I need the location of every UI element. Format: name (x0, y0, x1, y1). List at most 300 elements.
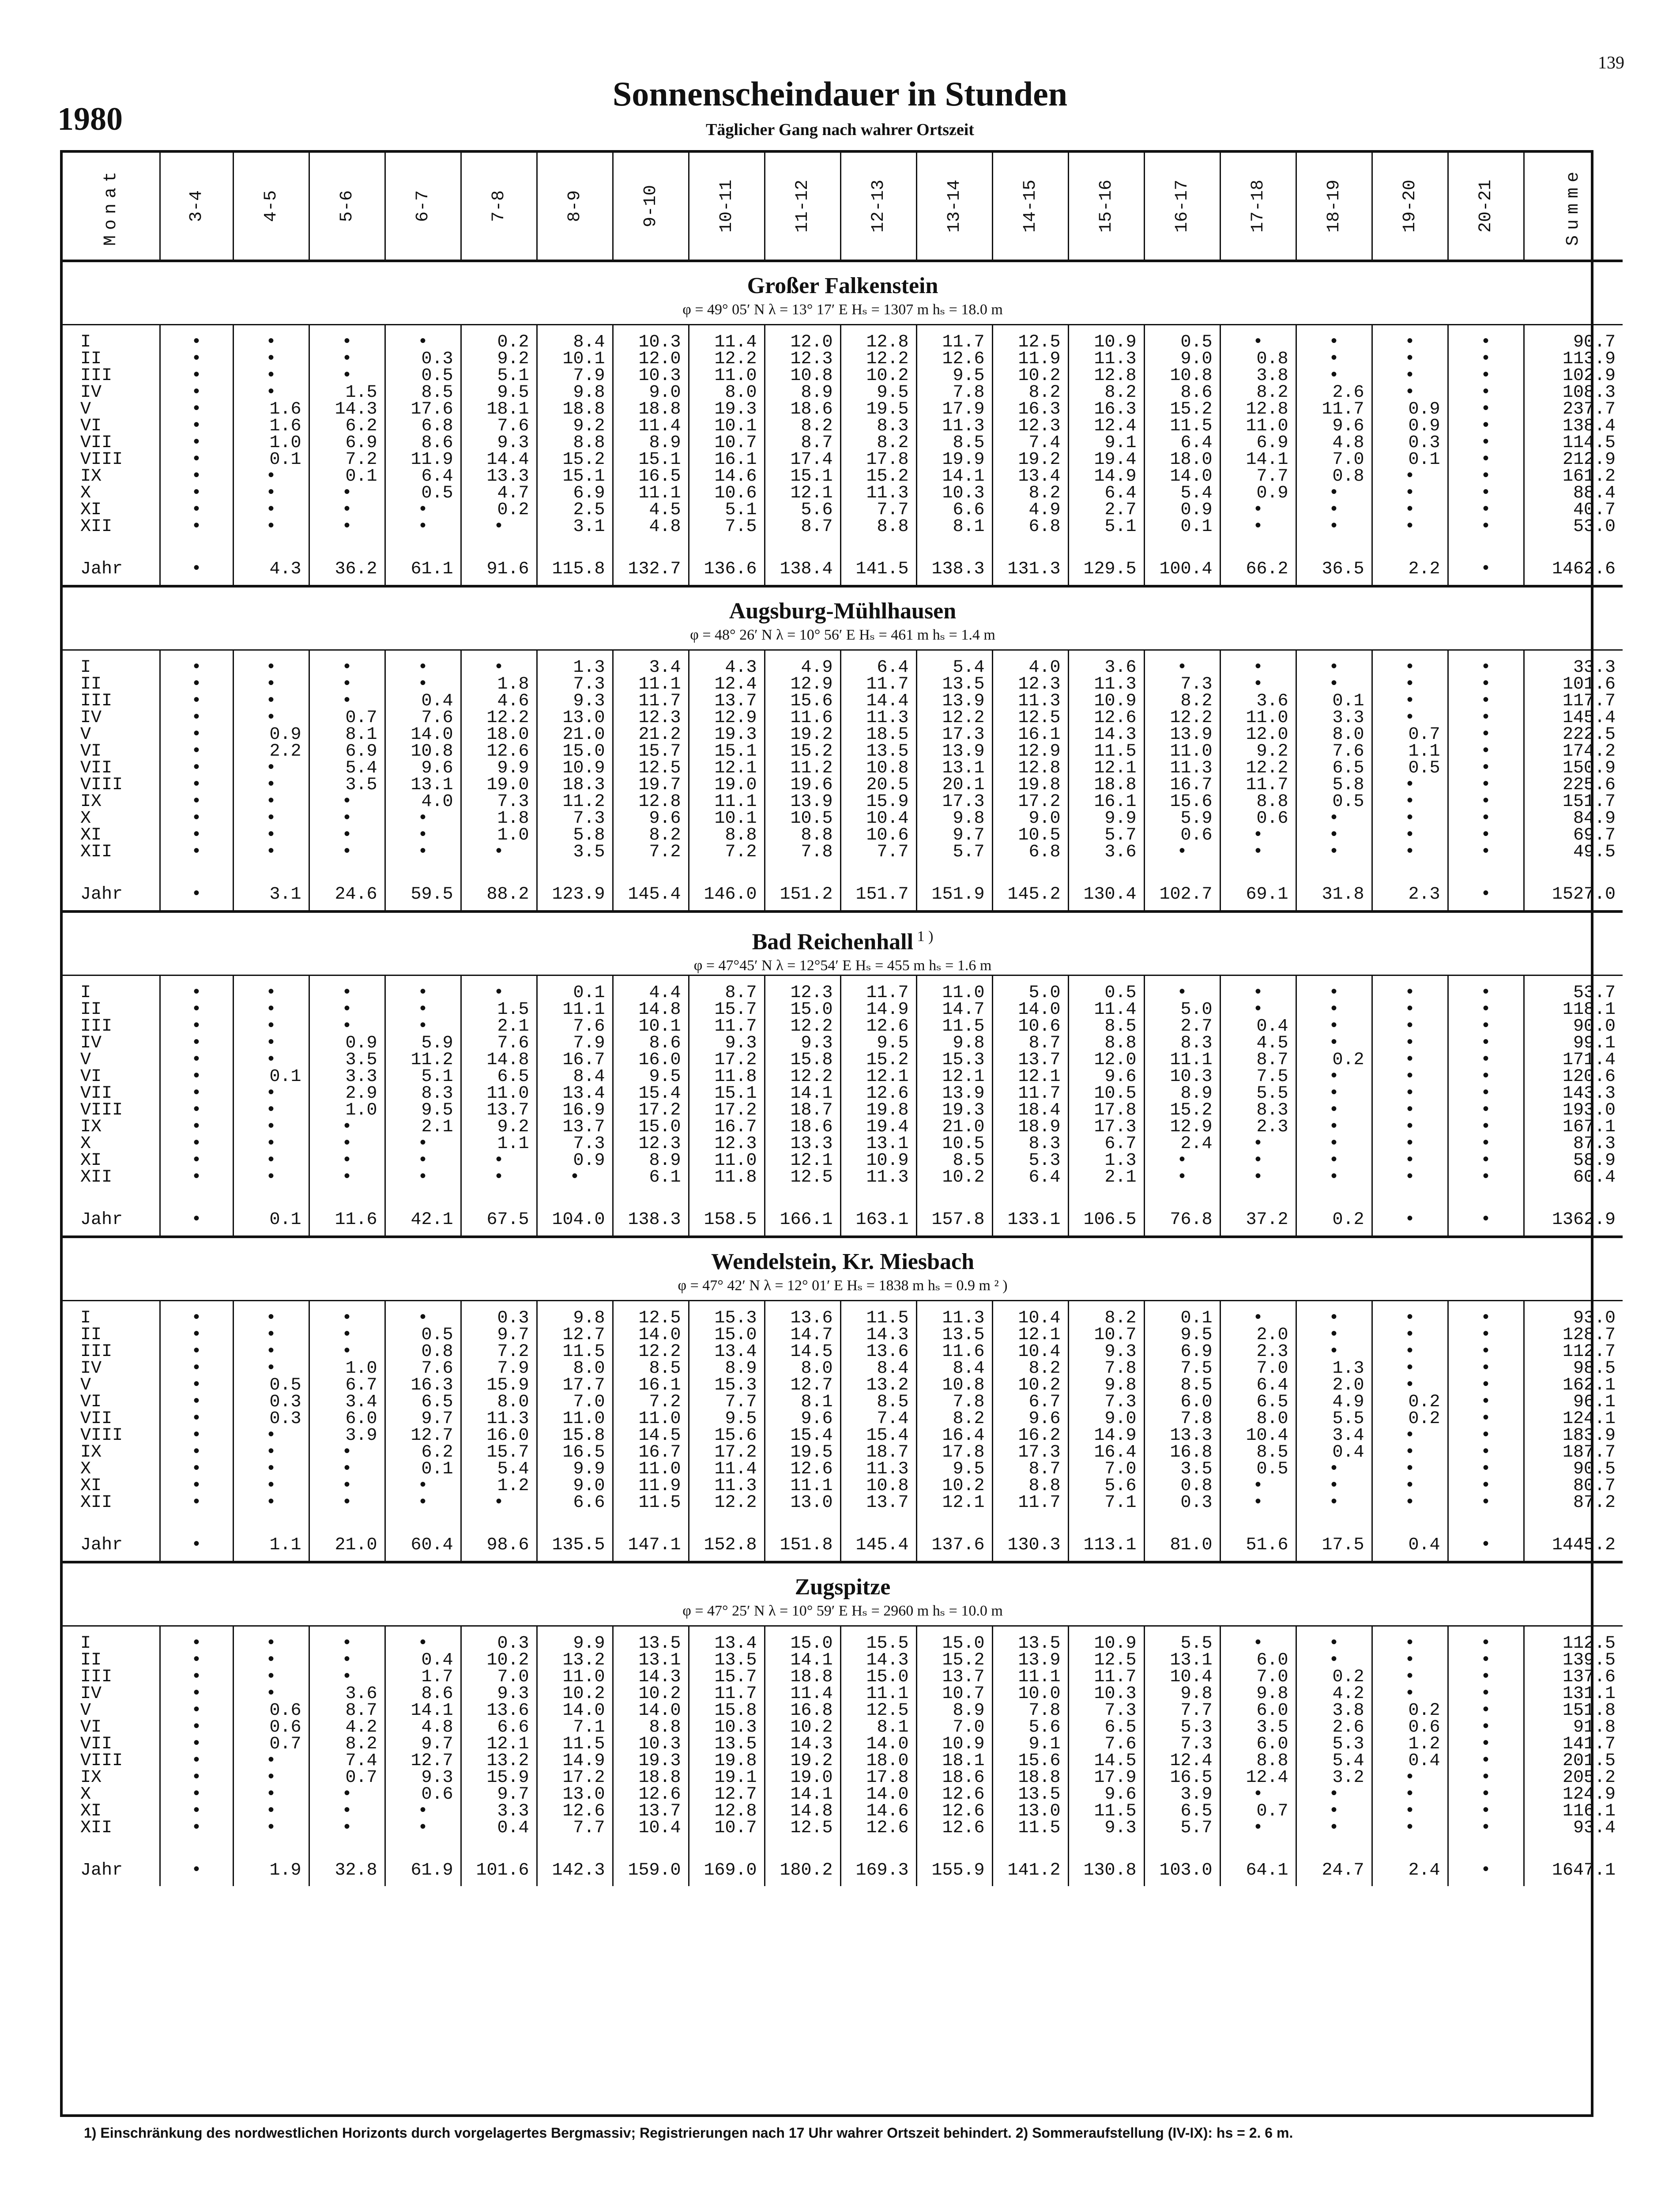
table-cell: 11.1 (537, 1002, 613, 1018)
table-row (63, 1444, 1623, 1461)
table-cell: 0.2 (1372, 1394, 1448, 1411)
table-cell: 15.8 (765, 1052, 840, 1069)
table-cell: 6.4 (992, 1169, 1068, 1186)
table-cell: 1.6 (233, 418, 309, 435)
table-cell: 0.4 (1296, 1444, 1372, 1461)
month-label: III (63, 1344, 160, 1360)
table-cell: • (1448, 351, 1524, 368)
table-cell: 12.1 (689, 760, 765, 777)
table-cell: • (1144, 844, 1220, 861)
table-cell: 12.5 (840, 1702, 916, 1719)
table-cell: 19.0 (461, 777, 537, 794)
table-cell: 131.1 (1562, 1684, 1616, 1704)
table-cell: 9.2 (461, 351, 537, 368)
table-cell: 16.8 (1144, 1444, 1220, 1461)
table-cell: 11.9 (385, 452, 461, 468)
table-row (63, 1652, 1623, 1669)
table-cell: • (1448, 1820, 1524, 1837)
table-cell: • (1296, 1002, 1372, 1018)
table-cell: 4.0 (385, 794, 461, 810)
table-cell: 133.1 (992, 1186, 1068, 1237)
table-cell: • (309, 650, 385, 677)
table-cell: 9.6 (992, 1411, 1068, 1427)
table-row (63, 676, 1623, 693)
table-cell: • (1372, 485, 1448, 502)
table-row (63, 975, 1623, 1002)
month-label: XII (63, 844, 160, 861)
table-cell: 11.2 (385, 1052, 461, 1069)
table-cell: 3.4 (613, 650, 689, 677)
table-cell: 12.1 (840, 1069, 916, 1085)
column-header (1296, 153, 1372, 261)
table-cell: 174.2 (1562, 742, 1616, 761)
table-cell: • (1296, 1119, 1372, 1136)
table-cell: • (1448, 485, 1524, 502)
table-row (63, 502, 1623, 519)
table-cell: • (385, 1136, 461, 1152)
table-cell: • (160, 351, 233, 368)
table-cell: 8.5 (1144, 1377, 1220, 1394)
table-row (63, 1002, 1623, 1018)
table-cell: • (1448, 1069, 1524, 1085)
table-cell: • (1448, 1495, 1524, 1511)
table-cell: 12.1 (765, 1152, 840, 1169)
table-cell: 0.6 (233, 1702, 309, 1719)
table-cell: 11.1 (765, 1478, 840, 1495)
column-header (309, 153, 385, 261)
table-cell: • (1220, 1169, 1296, 1186)
table-cell: 147.1 (613, 1511, 689, 1562)
table-cell: 15.8 (537, 1427, 613, 1444)
table-row (63, 1394, 1623, 1411)
table-row (63, 1495, 1623, 1511)
page-subtitle: Täglicher Gang nach wahrer Ortszeit (706, 121, 974, 139)
table-cell: 90.5 (1573, 1459, 1616, 1480)
station-header-row (63, 1562, 1623, 1626)
table-row (63, 1018, 1623, 1035)
table-cell: 4.9 (992, 502, 1068, 519)
table-cell: 138.4 (1562, 416, 1616, 436)
table-cell: • (385, 1495, 461, 1511)
table-cell: 14.8 (461, 1052, 537, 1069)
table-cell: 0.3 (385, 351, 461, 368)
table-cell: • (1448, 794, 1524, 810)
table-cell: 10.7 (916, 1686, 992, 1702)
table-cell: • (385, 1169, 461, 1186)
table-cell: • (461, 519, 537, 535)
table-cell: • (233, 1820, 309, 1837)
table-cell: 6.4 (385, 468, 461, 485)
table-cell: • (385, 975, 461, 1002)
table-cell: 12.4 (1144, 1753, 1220, 1770)
table-cell: • (1372, 1377, 1448, 1394)
table-cell: 6.7 (992, 1394, 1068, 1411)
table-cell: 14.7 (916, 1002, 992, 1018)
column-header-label: 15-16 (1096, 179, 1116, 233)
table-cell: 18.8 (992, 1770, 1068, 1786)
table-cell: 0.2 (461, 502, 537, 519)
table-cell: • (1220, 1002, 1296, 1018)
table-cell: 13.0 (537, 710, 613, 727)
table-cell: 10.3 (1144, 1069, 1220, 1085)
table-cell: 10.9 (537, 760, 613, 777)
table-cell: 8.8 (537, 435, 613, 452)
table-cell: • (1448, 861, 1524, 911)
table-row (63, 1136, 1623, 1152)
table-cell: • (385, 519, 461, 535)
table-cell: • (233, 1152, 309, 1169)
table-cell: • (1448, 1152, 1524, 1169)
table-cell: 98.6 (461, 1511, 537, 1562)
table-cell: 6.2 (309, 418, 385, 435)
table-cell: 16.5 (613, 468, 689, 485)
table-cell: 3.6 (1068, 844, 1144, 861)
table-cell: • (1372, 676, 1448, 693)
table-cell: • (1448, 502, 1524, 519)
table-cell: • (1296, 1085, 1372, 1102)
table-cell: 10.4 (992, 1301, 1068, 1327)
table-cell: 1.3 (537, 650, 613, 677)
table-cell: • (233, 351, 309, 368)
table-cell: 9.5 (461, 384, 537, 401)
table-cell: 9.6 (1296, 418, 1372, 435)
table-cell: 3.4 (309, 1394, 385, 1411)
table-cell: 9.3 (1068, 1820, 1144, 1837)
table-cell: 0.1 (1144, 1301, 1220, 1327)
table-cell: • (233, 485, 309, 502)
station-header (63, 1562, 1623, 1626)
month-label: VIII (63, 777, 160, 794)
table-cell: • (1220, 1136, 1296, 1152)
table-cell: 16.8 (765, 1702, 840, 1719)
table-cell: 24.7 (1296, 1837, 1372, 1886)
table-cell: • (1220, 1495, 1296, 1511)
table-cell: 9.7 (916, 827, 992, 844)
table-cell: 12.2 (765, 1069, 840, 1085)
month-label: IV (63, 1360, 160, 1377)
table-cell: 11.0 (537, 1411, 613, 1427)
table-cell: 16.7 (689, 1119, 765, 1136)
month-label: IX (63, 1119, 160, 1136)
table-cell: 12.6 (840, 1018, 916, 1035)
table-cell: 76.8 (1144, 1186, 1220, 1237)
table-cell: 7.0 (1220, 1669, 1296, 1686)
month-label: XI (63, 502, 160, 519)
table-cell: 5.4 (1144, 485, 1220, 502)
table-cell: 103.0 (1144, 1837, 1220, 1886)
station-coordinates: φ = 48° 26′ N λ = 10° 56′ E Hₛ = 461 m hₛ = 1.4 m (690, 627, 995, 643)
year-total-row (63, 1511, 1623, 1562)
table-cell: 2.5 (537, 502, 613, 519)
table-cell: 11.0 (689, 368, 765, 384)
table-cell: • (160, 975, 233, 1002)
table-cell: • (1372, 1169, 1448, 1186)
table-cell: • (1448, 1626, 1524, 1653)
column-header-label: 19-20 (1400, 179, 1420, 233)
column-header (1144, 153, 1220, 261)
table-cell: 3.3 (309, 1069, 385, 1085)
table-cell: 15.7 (461, 1444, 537, 1461)
table-cell: 0.1 (233, 1069, 309, 1085)
table-cell: 5.9 (385, 1035, 461, 1052)
table-cell: • (1372, 1770, 1448, 1786)
table-cell: 142.3 (537, 1837, 613, 1886)
table-cell: 143.3 (1562, 1084, 1616, 1104)
table-cell: 8.1 (840, 1719, 916, 1736)
table-row (63, 435, 1623, 452)
table-cell: 19.6 (765, 777, 840, 794)
month-label: XI (63, 827, 160, 844)
table-cell: 1.7 (385, 1669, 461, 1686)
table-cell: • (309, 1444, 385, 1461)
table-cell: 162.1 (1562, 1375, 1616, 1396)
table-cell: 145.4 (1562, 708, 1616, 728)
table-cell: 8.5 (840, 1394, 916, 1411)
table-cell: 16.5 (537, 1444, 613, 1461)
table-cell: 18.6 (765, 401, 840, 418)
table-cell: 19.2 (992, 452, 1068, 468)
table-cell: 3.5 (309, 1052, 385, 1069)
table-cell: 53.7 (1573, 983, 1616, 1003)
table-cell: 8.8 (689, 827, 765, 844)
table-cell: • (1372, 1626, 1448, 1653)
table-cell: 0.8 (1296, 468, 1372, 485)
table-cell: 8.7 (765, 519, 840, 535)
table-row (63, 519, 1623, 535)
table-cell: 0.1 (1296, 693, 1372, 710)
table-cell: 0.3 (1372, 435, 1448, 452)
table-cell: • (1296, 1018, 1372, 1035)
table-cell: • (160, 418, 233, 435)
table-cell: 2.1 (385, 1119, 461, 1136)
table-cell: 91.8 (1573, 1717, 1616, 1738)
table-cell: 0.1 (233, 1186, 309, 1237)
station-name (63, 588, 1623, 625)
table-cell: • (1372, 1427, 1448, 1444)
table-cell: • (309, 485, 385, 502)
table-cell: 10.3 (613, 1736, 689, 1753)
table-cell: 36.2 (309, 535, 385, 586)
table-cell: 1462.6 (1524, 535, 1623, 586)
table-row (63, 384, 1623, 401)
table-cell: 11.2 (537, 794, 613, 810)
table-cell: 17.3 (1068, 1119, 1144, 1136)
table-cell: 17.2 (689, 1102, 765, 1119)
table-cell: 10.9 (916, 1736, 992, 1753)
table-cell: • (309, 693, 385, 710)
table-cell: 8.7 (992, 1035, 1068, 1052)
column-header (385, 153, 461, 261)
table-row (63, 1085, 1623, 1102)
table-cell: 9.5 (689, 1411, 765, 1427)
table-cell: 17.7 (537, 1377, 613, 1394)
table-cell: • (385, 844, 461, 861)
table-cell: • (160, 1427, 233, 1444)
table-cell: • (309, 519, 385, 535)
table-cell: 12.8 (840, 325, 916, 351)
table-cell: • (160, 1495, 233, 1511)
table-cell: 13.5 (916, 676, 992, 693)
table-cell: • (160, 485, 233, 502)
table-cell: • (1448, 1461, 1524, 1478)
table-cell: 10.8 (840, 760, 916, 777)
column-header (537, 153, 613, 261)
table-cell: • (1448, 368, 1524, 384)
table-cell: • (233, 1770, 309, 1786)
month-label: XII (63, 1169, 160, 1186)
table-cell: • (1296, 1652, 1372, 1669)
table-cell: • (1372, 794, 1448, 810)
table-cell: 1.2 (1372, 1736, 1448, 1753)
table-cell: • (309, 1136, 385, 1152)
table-cell: • (160, 1803, 233, 1820)
table-cell: • (1220, 519, 1296, 535)
column-header-row (63, 153, 1623, 261)
table-cell: 88.2 (461, 861, 537, 911)
table-cell: 6.2 (385, 1444, 461, 1461)
table-cell: • (233, 1360, 309, 1377)
table-cell: 67.5 (461, 1186, 537, 1237)
table-cell: 17.2 (992, 794, 1068, 810)
table-cell: 141.7 (1562, 1734, 1616, 1755)
table-cell: • (233, 1035, 309, 1052)
table-cell: • (1372, 1344, 1448, 1360)
month-label: I (63, 1301, 160, 1327)
table-cell: • (385, 325, 461, 351)
column-header-label: 16-17 (1172, 179, 1192, 233)
table-cell: 5.1 (461, 368, 537, 384)
table-cell: 33.3 (1573, 658, 1616, 678)
table-cell: 1.8 (461, 676, 537, 693)
table-cell: 10.8 (765, 368, 840, 384)
table-cell: 10.6 (992, 1018, 1068, 1035)
table-cell: 0.5 (1220, 1461, 1296, 1478)
table-cell: 15.2 (840, 1052, 916, 1069)
table-row (63, 1478, 1623, 1495)
table-cell: • (160, 1652, 233, 1669)
table-cell: 3.9 (309, 1427, 385, 1444)
sunshine-table-frame (60, 150, 1616, 2117)
table-cell: 10.9 (1068, 1626, 1144, 1653)
table-cell: • (160, 1444, 233, 1461)
table-cell: • (1296, 1169, 1372, 1186)
station-name-text: Zugspitze (795, 1574, 891, 1600)
column-header (63, 153, 160, 261)
table-cell: 5.3 (1296, 1736, 1372, 1753)
table-cell: 10.4 (992, 1344, 1068, 1360)
table-cell: 5.6 (1068, 1478, 1144, 1495)
month-label: I (63, 1626, 160, 1653)
table-cell: 14.0 (840, 1786, 916, 1803)
table-cell: 12.6 (537, 1803, 613, 1820)
table-cell: 183.9 (1562, 1426, 1616, 1446)
table-cell: 169.0 (689, 1837, 765, 1886)
table-cell: 1362.9 (1524, 1186, 1623, 1237)
station-name (63, 1563, 1623, 1601)
table-cell: • (309, 844, 385, 861)
table-cell: • (1448, 468, 1524, 485)
table-cell: • (385, 810, 461, 827)
table-cell: 6.8 (992, 519, 1068, 535)
table-cell: 8.0 (689, 384, 765, 401)
table-cell: 11.8 (689, 1169, 765, 1186)
table-cell: 17.2 (613, 1102, 689, 1119)
table-cell: 201.5 (1562, 1751, 1616, 1771)
table-cell: 61.9 (385, 1837, 461, 1886)
table-cell: • (1296, 1327, 1372, 1344)
table-cell: 169.3 (840, 1837, 916, 1886)
table-cell: 14.1 (385, 1702, 461, 1719)
table-cell: 14.9 (537, 1753, 613, 1770)
table-cell: 10.3 (613, 325, 689, 351)
table-cell: • (1372, 1102, 1448, 1119)
table-cell: • (1372, 693, 1448, 710)
table-cell: 11.7 (689, 1018, 765, 1035)
table-cell: 15.2 (1144, 1102, 1220, 1119)
table-cell: • (1372, 1301, 1448, 1327)
table-cell: 7.7 (840, 844, 916, 861)
table-cell: 15.1 (689, 743, 765, 760)
table-cell: • (1372, 1686, 1448, 1702)
table-cell: 1.1 (461, 1136, 537, 1152)
month-label: VIII (63, 1427, 160, 1444)
table-cell: 12.6 (916, 1820, 992, 1837)
table-cell: 11.7 (840, 676, 916, 693)
table-cell: 8.3 (1220, 1102, 1296, 1119)
table-cell: • (160, 1411, 233, 1427)
table-cell: 11.5 (992, 1820, 1068, 1837)
table-cell: • (160, 1511, 233, 1562)
table-cell: • (385, 1478, 461, 1495)
table-cell: • (1296, 1786, 1372, 1803)
table-cell: 11.4 (613, 418, 689, 435)
table-cell: 5.5 (1144, 1626, 1220, 1653)
table-cell: • (233, 975, 309, 1002)
table-cell: 11.7 (1220, 777, 1296, 794)
table-cell: 8.4 (537, 1069, 613, 1085)
table-cell: • (1448, 1511, 1524, 1562)
table-row (63, 1069, 1623, 1085)
table-cell: 5.1 (1068, 519, 1144, 535)
table-cell: 8.4 (840, 1360, 916, 1377)
table-cell: • (1372, 1461, 1448, 1478)
table-cell: 9.5 (916, 368, 992, 384)
month-label: V (63, 1377, 160, 1394)
table-row (63, 727, 1623, 743)
table-cell: 15.2 (1144, 401, 1220, 418)
table-cell: • (160, 1119, 233, 1136)
table-cell: • (160, 1686, 233, 1702)
table-cell: 9.7 (461, 1786, 537, 1803)
table-cell: 5.6 (765, 502, 840, 519)
table-cell: 11.0 (689, 1152, 765, 1169)
table-cell: 15.4 (840, 1427, 916, 1444)
table-cell: • (160, 325, 233, 351)
table-cell: 18.8 (613, 401, 689, 418)
table-cell: 11.6 (916, 1344, 992, 1360)
table-cell: 4.5 (1220, 1035, 1296, 1052)
table-cell: 13.4 (992, 468, 1068, 485)
table-cell: 12.8 (689, 1803, 765, 1820)
table-cell: 15.7 (689, 1669, 765, 1686)
table-cell: 4.3 (233, 535, 309, 586)
table-cell: • (385, 1626, 461, 1653)
table-cell: 13.5 (992, 1786, 1068, 1803)
table-cell: • (1448, 1427, 1524, 1444)
table-cell: • (1448, 1102, 1524, 1119)
table-cell: 15.4 (613, 1085, 689, 1102)
table-cell: 17.3 (916, 794, 992, 810)
